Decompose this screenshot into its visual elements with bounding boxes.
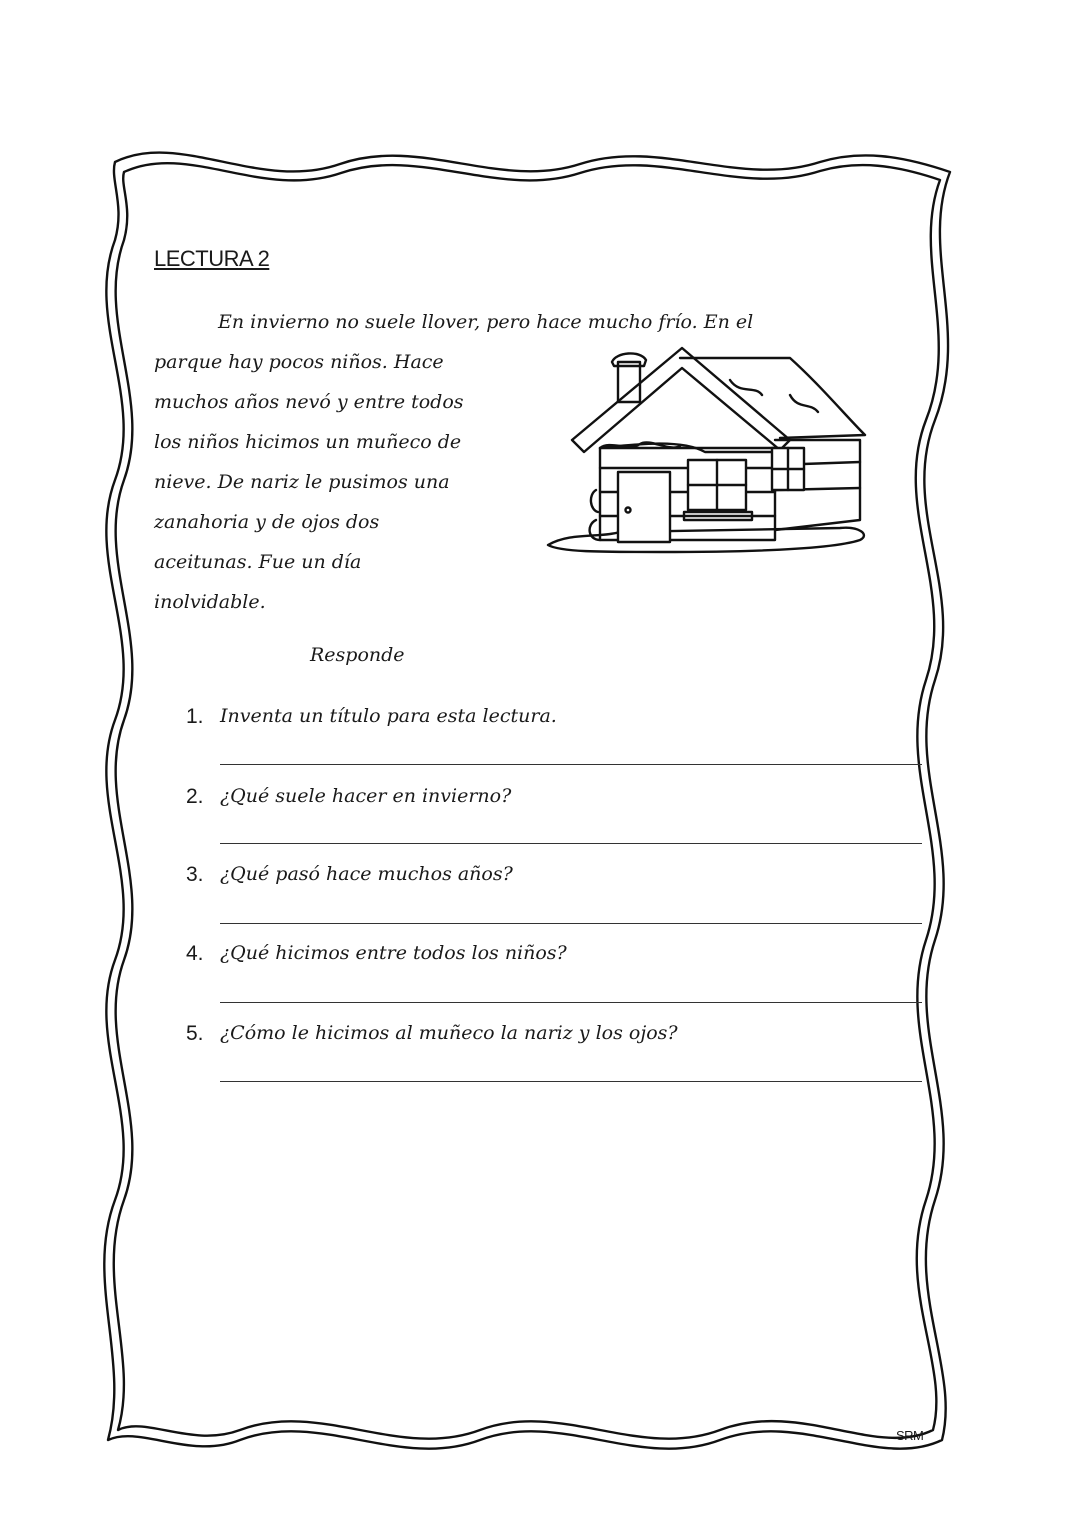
reading-line: En invierno no suele llover, pero hace mucho frío. En el [218,311,754,333]
page-title: LECTURA 2 [154,246,270,271]
answer-line[interactable] [220,923,922,924]
answer-line[interactable] [220,843,922,844]
reading-line: parque hay pocos niños. Hace [154,351,444,373]
reading-line: los niños hicimos un muñeco de [154,431,462,453]
answer-line[interactable] [220,764,922,765]
reading-line: inolvidable. [154,591,266,613]
answer-line[interactable] [220,1081,922,1082]
snowy-cabin-illustration [540,340,880,565]
question-number: 2. [186,785,204,808]
question-text: ¿Qué suele hacer en invierno? [220,785,512,807]
footer-initials: SRM [896,1428,924,1443]
respond-heading: Responde [310,644,405,666]
question-text: ¿Qué pasó hace muchos años? [220,863,513,885]
question-number: 1. [186,705,204,728]
question-text: ¿Qué hicimos entre todos los niños? [220,942,567,964]
reading-line: aceitunas. Fue un día [154,551,362,573]
question-number: 5. [186,1022,204,1045]
reading-line: nieve. De nariz le pusimos una [154,471,450,493]
question-number: 3. [186,863,204,886]
reading-line: muchos años nevó y entre todos [154,391,464,413]
question-text: ¿Cómo le hicimos al muñeco la nariz y los ojos? [220,1022,678,1044]
answer-line[interactable] [220,1002,922,1003]
question-text: Inventa un título para esta lectura. [220,705,557,727]
reading-line: zanahoria y de ojos dos [154,511,380,533]
question-number: 4. [186,942,204,965]
